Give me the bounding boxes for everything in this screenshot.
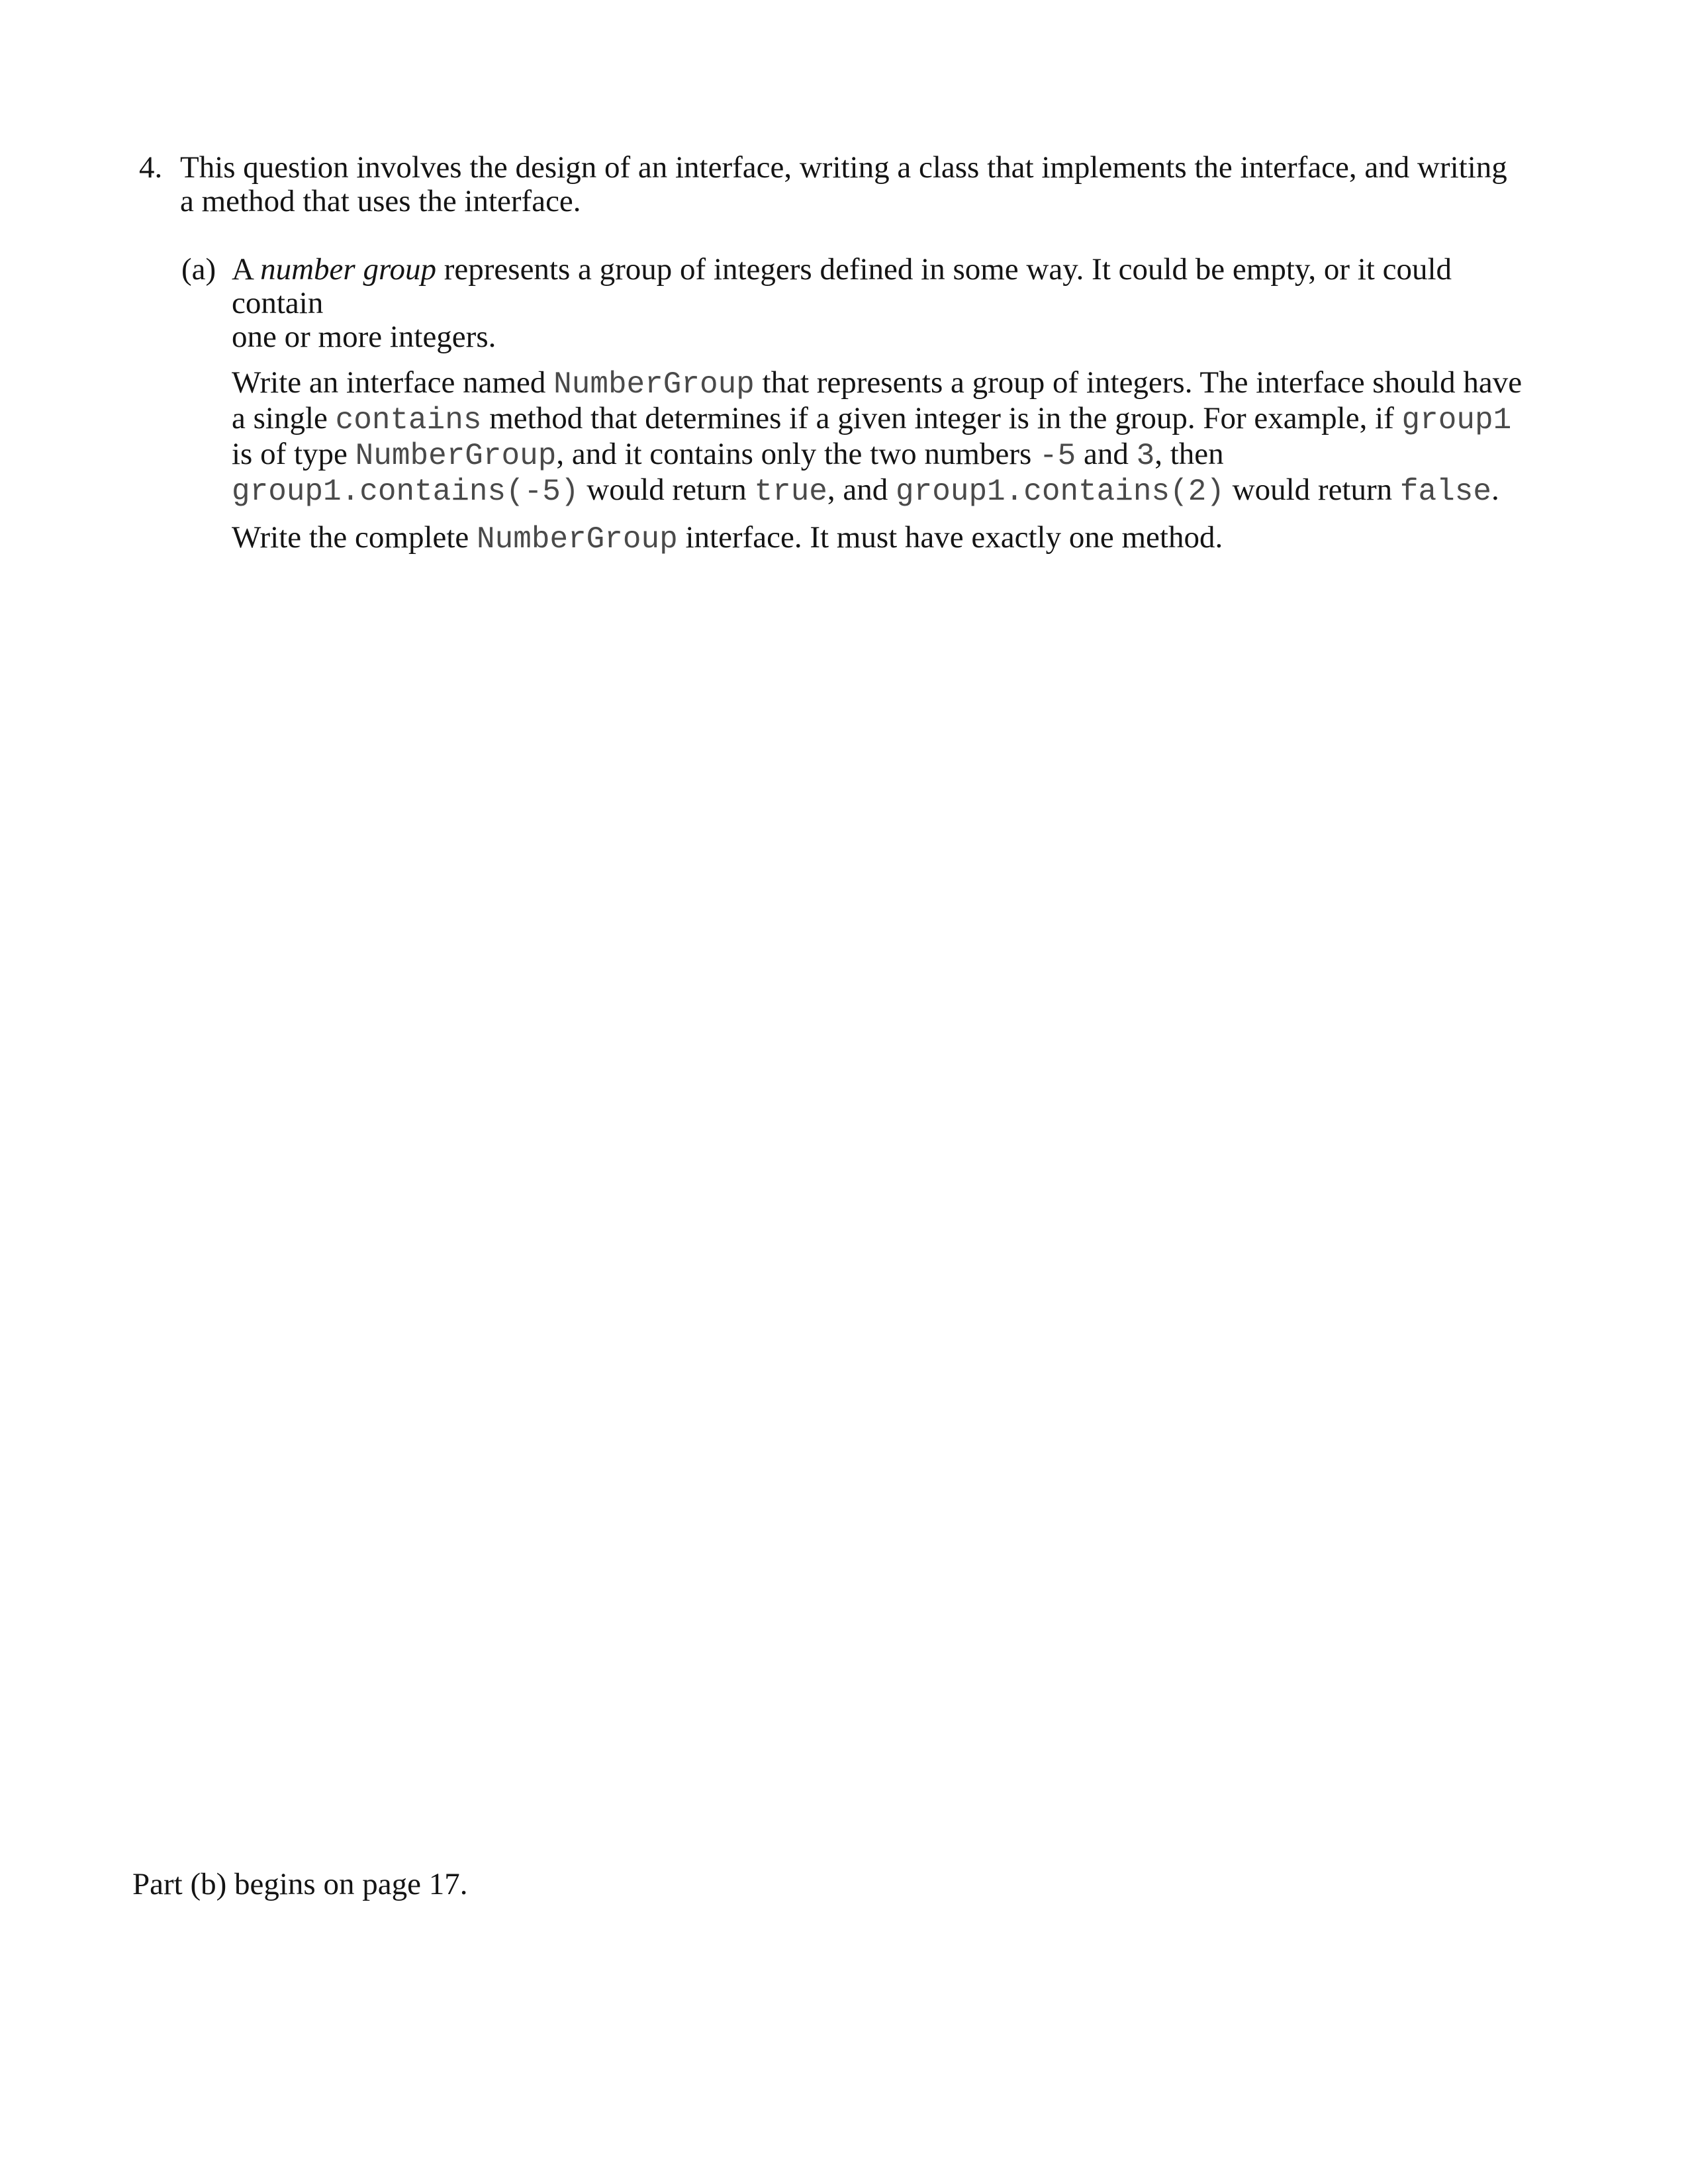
part-a-p2-line-3 (232, 437, 1545, 473)
code-contains-call-two: group1.contains(2) (896, 475, 1225, 509)
part-a-paragraph-2 (232, 366, 1545, 509)
part-a-p2-line-1 (232, 366, 1545, 402)
text: , and it contains only the two numbers (556, 437, 1040, 471)
text: would return (579, 473, 755, 507)
question-intro-text (180, 151, 1516, 218)
code-true: true (754, 475, 827, 509)
part-a-p2-line-2 (232, 402, 1545, 437)
part-a-p1-line-2: one or more integers. (232, 320, 496, 354)
question-intro (139, 151, 1516, 218)
text: that represents a group of integers. The interface should have (754, 365, 1523, 400)
code-contains-call-minus-five: group1.contains(-5) (232, 475, 579, 509)
text: . (1491, 473, 1499, 507)
term-number-group: number group (260, 252, 436, 287)
code-minus-five: -5 (1039, 439, 1076, 473)
part-a-p3-line-1 (232, 521, 1545, 557)
text: interface. It must have exactly one method. (677, 520, 1223, 555)
part-a-body (232, 253, 1545, 557)
code-numbergroup: NumberGroup (477, 522, 678, 557)
text: method that determines if a given integer is in the group. For example, if (481, 401, 1402, 435)
text: would return (1224, 473, 1400, 507)
question-number: 4. (139, 150, 163, 185)
text: , and (827, 473, 896, 507)
text: is of type (232, 437, 355, 471)
text: Write an interface named (232, 365, 554, 400)
part-a-paragraph-1 (232, 253, 1545, 354)
part-a-p1-line-1 (232, 253, 1545, 320)
text: and (1076, 437, 1137, 471)
part-a (181, 253, 1545, 569)
question-intro-line-1: This question involves the design of an interface, writing a class that implements the interface, and writing (180, 150, 1507, 185)
code-numbergroup: NumberGroup (553, 367, 755, 402)
code-three: 3 (1136, 439, 1155, 473)
code-numbergroup: NumberGroup (355, 439, 557, 473)
text: a single (232, 401, 336, 435)
text: , then (1154, 437, 1224, 471)
text: Write the complete (232, 520, 477, 555)
code-false: false (1399, 475, 1491, 509)
code-contains: contains (335, 403, 482, 437)
part-a-paragraph-3 (232, 521, 1545, 557)
code-group1: group1 (1401, 403, 1512, 437)
text: represents a group of integers defined in some way. It could be empty, or it could contain (232, 252, 1452, 320)
text: A (232, 252, 261, 287)
page-footer-note: Part (b) begins on page 17. (132, 1867, 468, 1901)
question-intro-line-2: a method that uses the interface. (180, 184, 581, 218)
part-a-p2-line-4 (232, 473, 1545, 509)
part-a-label: (a) (181, 252, 216, 287)
